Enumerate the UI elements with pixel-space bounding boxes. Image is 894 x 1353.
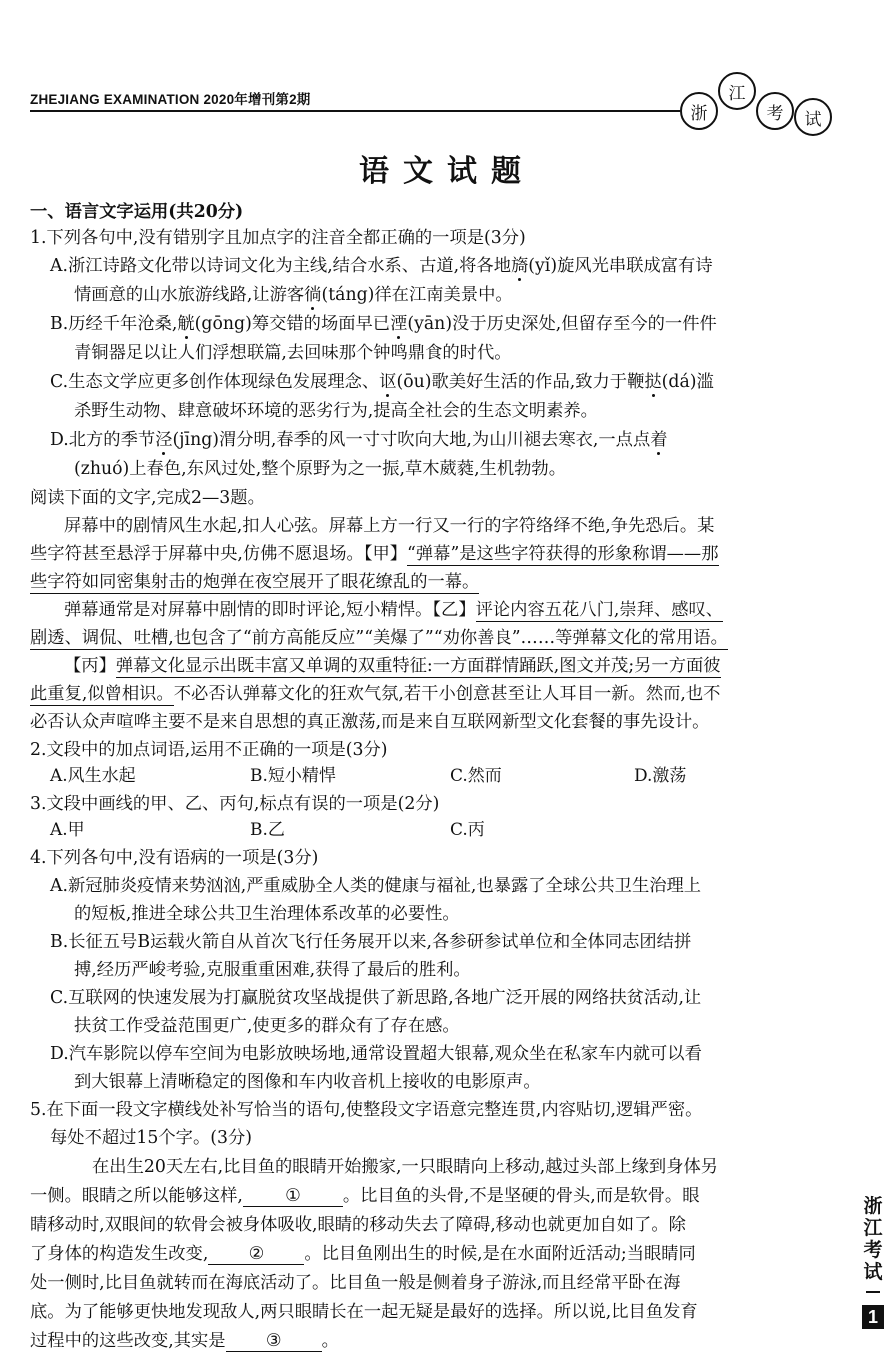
q2-stem: 2.文段中的加点词语,运用不正确的一项是(3分): [30, 740, 388, 760]
emphasis-char: 湮: [390, 314, 408, 334]
q2-option-c: C.然而: [450, 766, 502, 786]
q2-option-d: D.激荡: [634, 766, 687, 786]
header-seal-2: 江: [718, 72, 756, 110]
q1-option-a-line1: A.浙江诗路文化带以诗词文化为主线,结合水系、古道,将各地旖(yǐ)旋风光串联成富有诗: [50, 256, 713, 276]
emphasis-char: 讴: [379, 372, 397, 392]
q1-option-c-line1: C.生态文学应更多创作体现绿色发展理念、讴(ōu)歌美好生活的作品,致力于鞭挞(dá)滥: [50, 372, 714, 392]
q4-option-d-line2: 到大银幕上清晰稳定的图像和车内收音机上接收的电影原声。: [74, 1072, 541, 1092]
q4-option-d-line1: D.汽车影院以停车空间为电影放映场地,通常设置超大银幕,观众坐在私家车内就可以看: [50, 1044, 702, 1064]
q5-stem-line2: 每处不超过15个字。(3分): [50, 1128, 253, 1148]
sidebar-journal-label: 浙江考试: [863, 1195, 883, 1283]
page-title: 语文试题: [359, 154, 535, 189]
passage-p1-line1: 屏幕中的剧情风生水起,扣人心弦。屏幕上方一行又一行的字符络绎不绝,争先恐后。某: [64, 516, 715, 536]
q1-stem: 1.下列各句中,没有错别字且加点字的注音全都正确的一项是(3分): [30, 228, 526, 248]
emphasis-char: 旖: [511, 256, 529, 276]
q5-stem-line1: 5.在下面一段文字横线处补写恰当的语句,使整段文字语意完整连贯,内容贴切,逻辑严密。: [30, 1100, 703, 1120]
header-seal-3: 考: [756, 92, 794, 130]
q3-options: [50, 818, 850, 842]
q3-option-c: C.丙: [450, 820, 485, 840]
q5-passage-line1: 在出生20天左右,比目鱼的眼睛开始搬家,一只眼睛向上移动,越过头部上缘到身体另: [92, 1157, 719, 1177]
q4-option-c-line2: 扶贫工作受益范围更广,使更多的群众有了存在感。: [74, 1016, 460, 1036]
answer-blank-2[interactable]: ②: [208, 1244, 304, 1265]
page-number: 1: [862, 1305, 884, 1329]
passage-p1-line3: 些字符如同密集射击的炮弹在夜空展开了眼花缭乱的一幕。: [30, 572, 480, 592]
passage-p2-line2: 剧透、调侃、吐槽,也包含了“前方高能反应”“美爆了”“劝你善良”……等弹幕文化的常用语。: [30, 628, 728, 648]
q5-passage-line4: 了身体的构造发生改变, ② 。比目鱼刚出生的时候,是在水面附近活动;当眼睛同: [30, 1244, 696, 1264]
header-rule: [30, 110, 680, 112]
q5-passage-line6: 底。为了能够更快地发现敌人,两只眼睛长在一起无疑是最好的选择。所以说,比目鱼发育: [30, 1302, 698, 1322]
q1-option-b-line2: 青铜器足以让人们浮想联篇,去回味那个钟鸣鼎食的时代。: [74, 343, 512, 363]
q3-option-b: B.乙: [250, 820, 285, 840]
q5-passage-line7: 过程中的这些改变,其实是 ③ 。: [30, 1331, 339, 1351]
q1-option-c-line2: 杀野生动物、肆意破坏环境的恶劣行为,提高全社会的生态文明素养。: [74, 401, 598, 421]
q2-option-b: B.短小精悍: [250, 766, 336, 786]
header-seal-4: 试: [794, 98, 832, 136]
header-seal-1: 浙: [680, 92, 718, 130]
q2-options: [50, 764, 850, 788]
q4-option-a-line1: A.新冠肺炎疫情来势汹汹,严重威胁全人类的健康与福祉,也暴露了全球公共卫生治理上: [50, 876, 702, 896]
emphasis-char: 觥: [177, 314, 195, 334]
passage-intro: 阅读下面的文字,完成2—3题。: [30, 488, 265, 508]
answer-blank-3[interactable]: ③: [226, 1331, 322, 1352]
passage-p2-line1: 弹幕通常是对屏幕中剧情的即时评论,短小精悍。【乙】评论内容五花八门,崇拜、感叹、: [64, 600, 724, 620]
q1-option-d-line2: (zhuó)上春色,东风过处,整个原野为之一振,草木葳蕤,生机勃勃。: [74, 459, 566, 479]
q3-option-a: A.甲: [50, 820, 85, 840]
emphasis-char: 徜: [304, 285, 322, 305]
emphasis-char: 泾: [155, 430, 173, 450]
q4-option-b-line2: 搏,经历严峻考验,克服重重困难,获得了最后的胜利。: [74, 960, 471, 980]
answer-blank-1[interactable]: ①: [243, 1186, 343, 1207]
sidebar-rule: [866, 1291, 880, 1293]
passage-p1-line2: 些字符甚至悬浮于屏幕中央,仿佛不愿退场。【甲】“弹幕”是这些字符获得的形象称谓——那: [30, 544, 719, 564]
q5-passage-line5: 处一侧时,比目鱼就转而在海底活动了。比目鱼一般是侧着身子游泳,而且经常平卧在海: [30, 1273, 681, 1293]
q4-stem: 4.下列各句中,没有语病的一项是(3分): [30, 848, 319, 868]
q5-passage-line2: 一侧。眼睛之所以能够这样, ① 。比目鱼的头骨,不是坚硬的骨头,而是软骨。眼: [30, 1186, 700, 1206]
passage-p3-line3: 必否认众声喧哗主要不是来自思想的真正激荡,而是来自互联网新型文化套餐的事先设计。: [30, 712, 710, 732]
section-heading: 一、语言文字运用(共20分): [30, 202, 244, 222]
q2-option-a: A.风生水起: [50, 766, 136, 786]
emphasis-char: 挞: [644, 372, 662, 392]
q1-option-a-line2: 情画意的山水旅游线路,让游客徜(táng)徉在江南美景中。: [74, 285, 513, 305]
q1-option-d-line1: D.北方的季节泾(jīng)渭分明,春季的风一寸寸吹向大地,为山川褪去寒衣,一点点着: [50, 430, 668, 450]
q4-option-b-line1: B.长征五号B运载火箭自从首次飞行任务展开以来,各参研参试单位和全体同志团结拼: [50, 932, 692, 952]
passage-p3-line2: 此重复,似曾相识。不必否认弹幕文化的狂欢气氛,若干小创意甚至让人耳目一新。然而,也不: [30, 684, 721, 704]
passage-p3-line1: 【丙】弹幕文化显示出既丰富又单调的双重特征:一方面群情踊跃,图文并茂;另一方面彼: [64, 656, 721, 676]
q3-stem: 3.文段中画线的甲、乙、丙句,标点有误的一项是(2分): [30, 794, 440, 814]
q4-option-c-line1: C.互联网的快速发展为打赢脱贫攻坚战提供了新思路,各地广泛开展的网络扶贫活动,让: [50, 988, 702, 1008]
q5-passage-line3: 睛移动时,双眼间的软骨会被身体吸收,眼睛的移动失去了障碍,移动也就更加自如了。除: [30, 1215, 686, 1235]
emphasis-char: 着: [650, 430, 668, 450]
q4-option-a-line2: 的短板,推进全球公共卫生治理体系改革的必要性。: [74, 904, 460, 924]
journal-header: ZHEJIANG EXAMINATION 2020年增刊第2期: [30, 92, 311, 107]
q1-option-b-line1: B.历经千年沧桑,觥(gōng)筹交错的场面早已湮(yān)没于历史深处,但留存至今的一件件: [50, 314, 717, 334]
